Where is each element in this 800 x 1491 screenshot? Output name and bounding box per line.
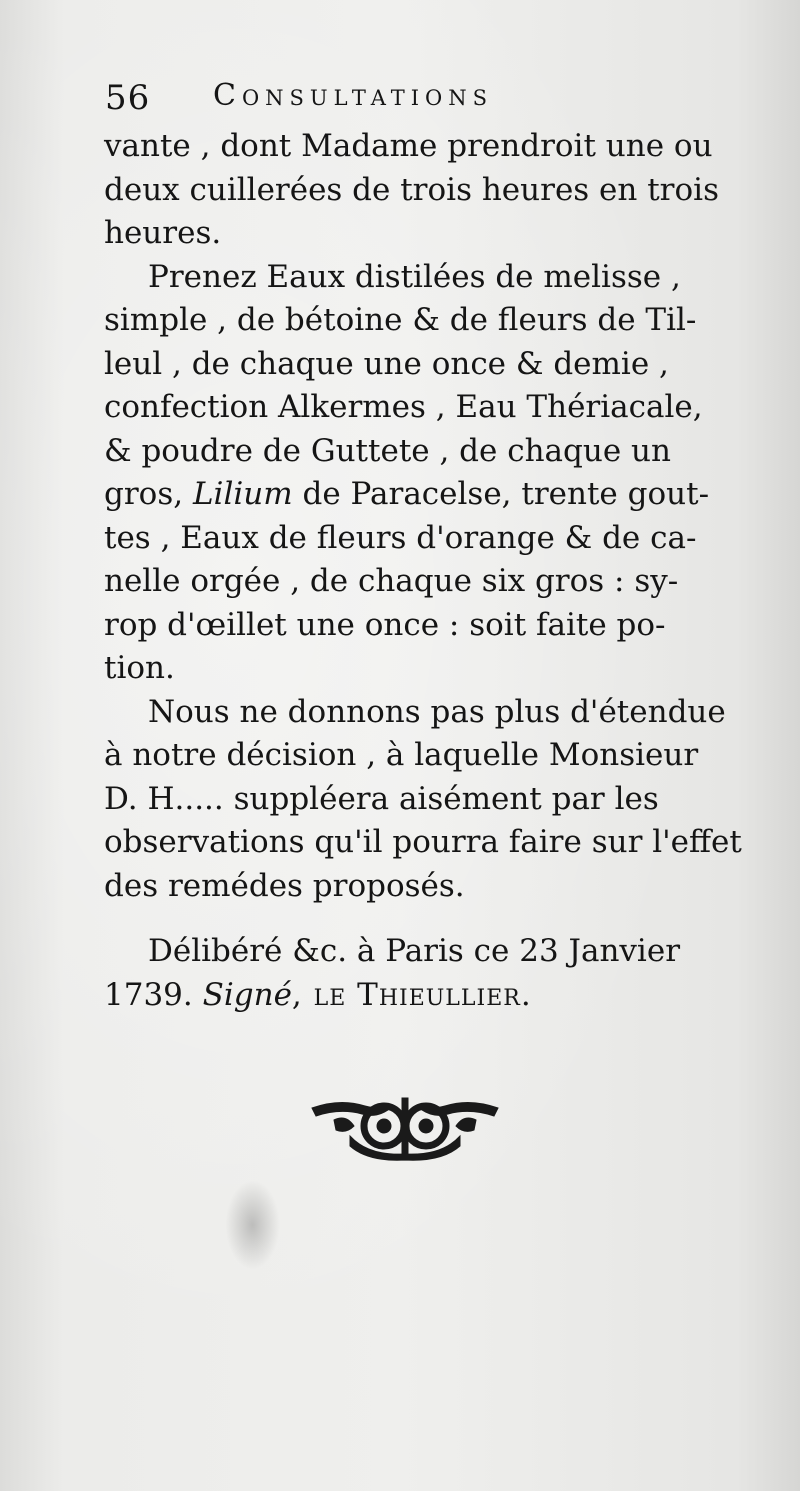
fleuron-ornament-icon: [310, 1090, 500, 1162]
text-line: D. H..... suppléera aisément par les: [104, 780, 659, 817]
text-line-lilium: [104, 473, 724, 517]
text-line: nelle orgée , de chaque six gros : sy-: [104, 563, 679, 599]
signature-date-year: 1739.: [104, 976, 203, 1013]
lilium-line-before: gros,: [104, 476, 193, 512]
text-line: simple , de bétoine & de fleurs de Til-: [104, 302, 697, 338]
text-line: leul , de chaque une once & demie ,: [104, 345, 669, 382]
text-line: rop d'œillet une once : soit faite po-: [104, 606, 666, 643]
text-line: tes , Eaux de fleurs d'orange & de ca-: [104, 519, 697, 556]
signature-signe: Signé: [202, 976, 292, 1013]
text-line: heures.: [104, 215, 222, 251]
lilium-line-after: de Paracelse, trente gout-: [292, 476, 710, 512]
page-number: 56: [105, 78, 151, 118]
running-head: Consultations: [213, 78, 494, 113]
text-line: à notre décision , à laquelle Monsieur: [104, 737, 699, 773]
text-line: Nous ne donnons pas plus d'étendue: [148, 693, 726, 730]
ink-smudge: [225, 1180, 280, 1270]
body-text: [104, 125, 742, 1017]
text-line: Prenez Eaux distilées de melisse ,: [148, 258, 681, 295]
text-line: deux cuillerées de trois heures en trois: [104, 171, 719, 208]
text-line: vante , dont Madame prendroit une ou: [104, 128, 713, 164]
text-line: des remédes proposés.: [104, 867, 465, 904]
text-line: tion.: [104, 650, 175, 686]
lilium-italic: Lilium: [192, 476, 293, 512]
signature-line-2: [104, 974, 724, 1018]
page-header: [105, 78, 725, 118]
text-line: observations qu'il pourra faire sur l'effet: [104, 824, 742, 860]
signature-line: Délibéré &c. à Paris ce 23 Janvier: [148, 933, 681, 969]
text-line: confection Alkermes , Eau Thériacale,: [104, 389, 703, 425]
text-line: & poudre de Guttete , de chaque un: [104, 432, 671, 469]
signature-name: , le Thieullier.: [291, 976, 532, 1013]
